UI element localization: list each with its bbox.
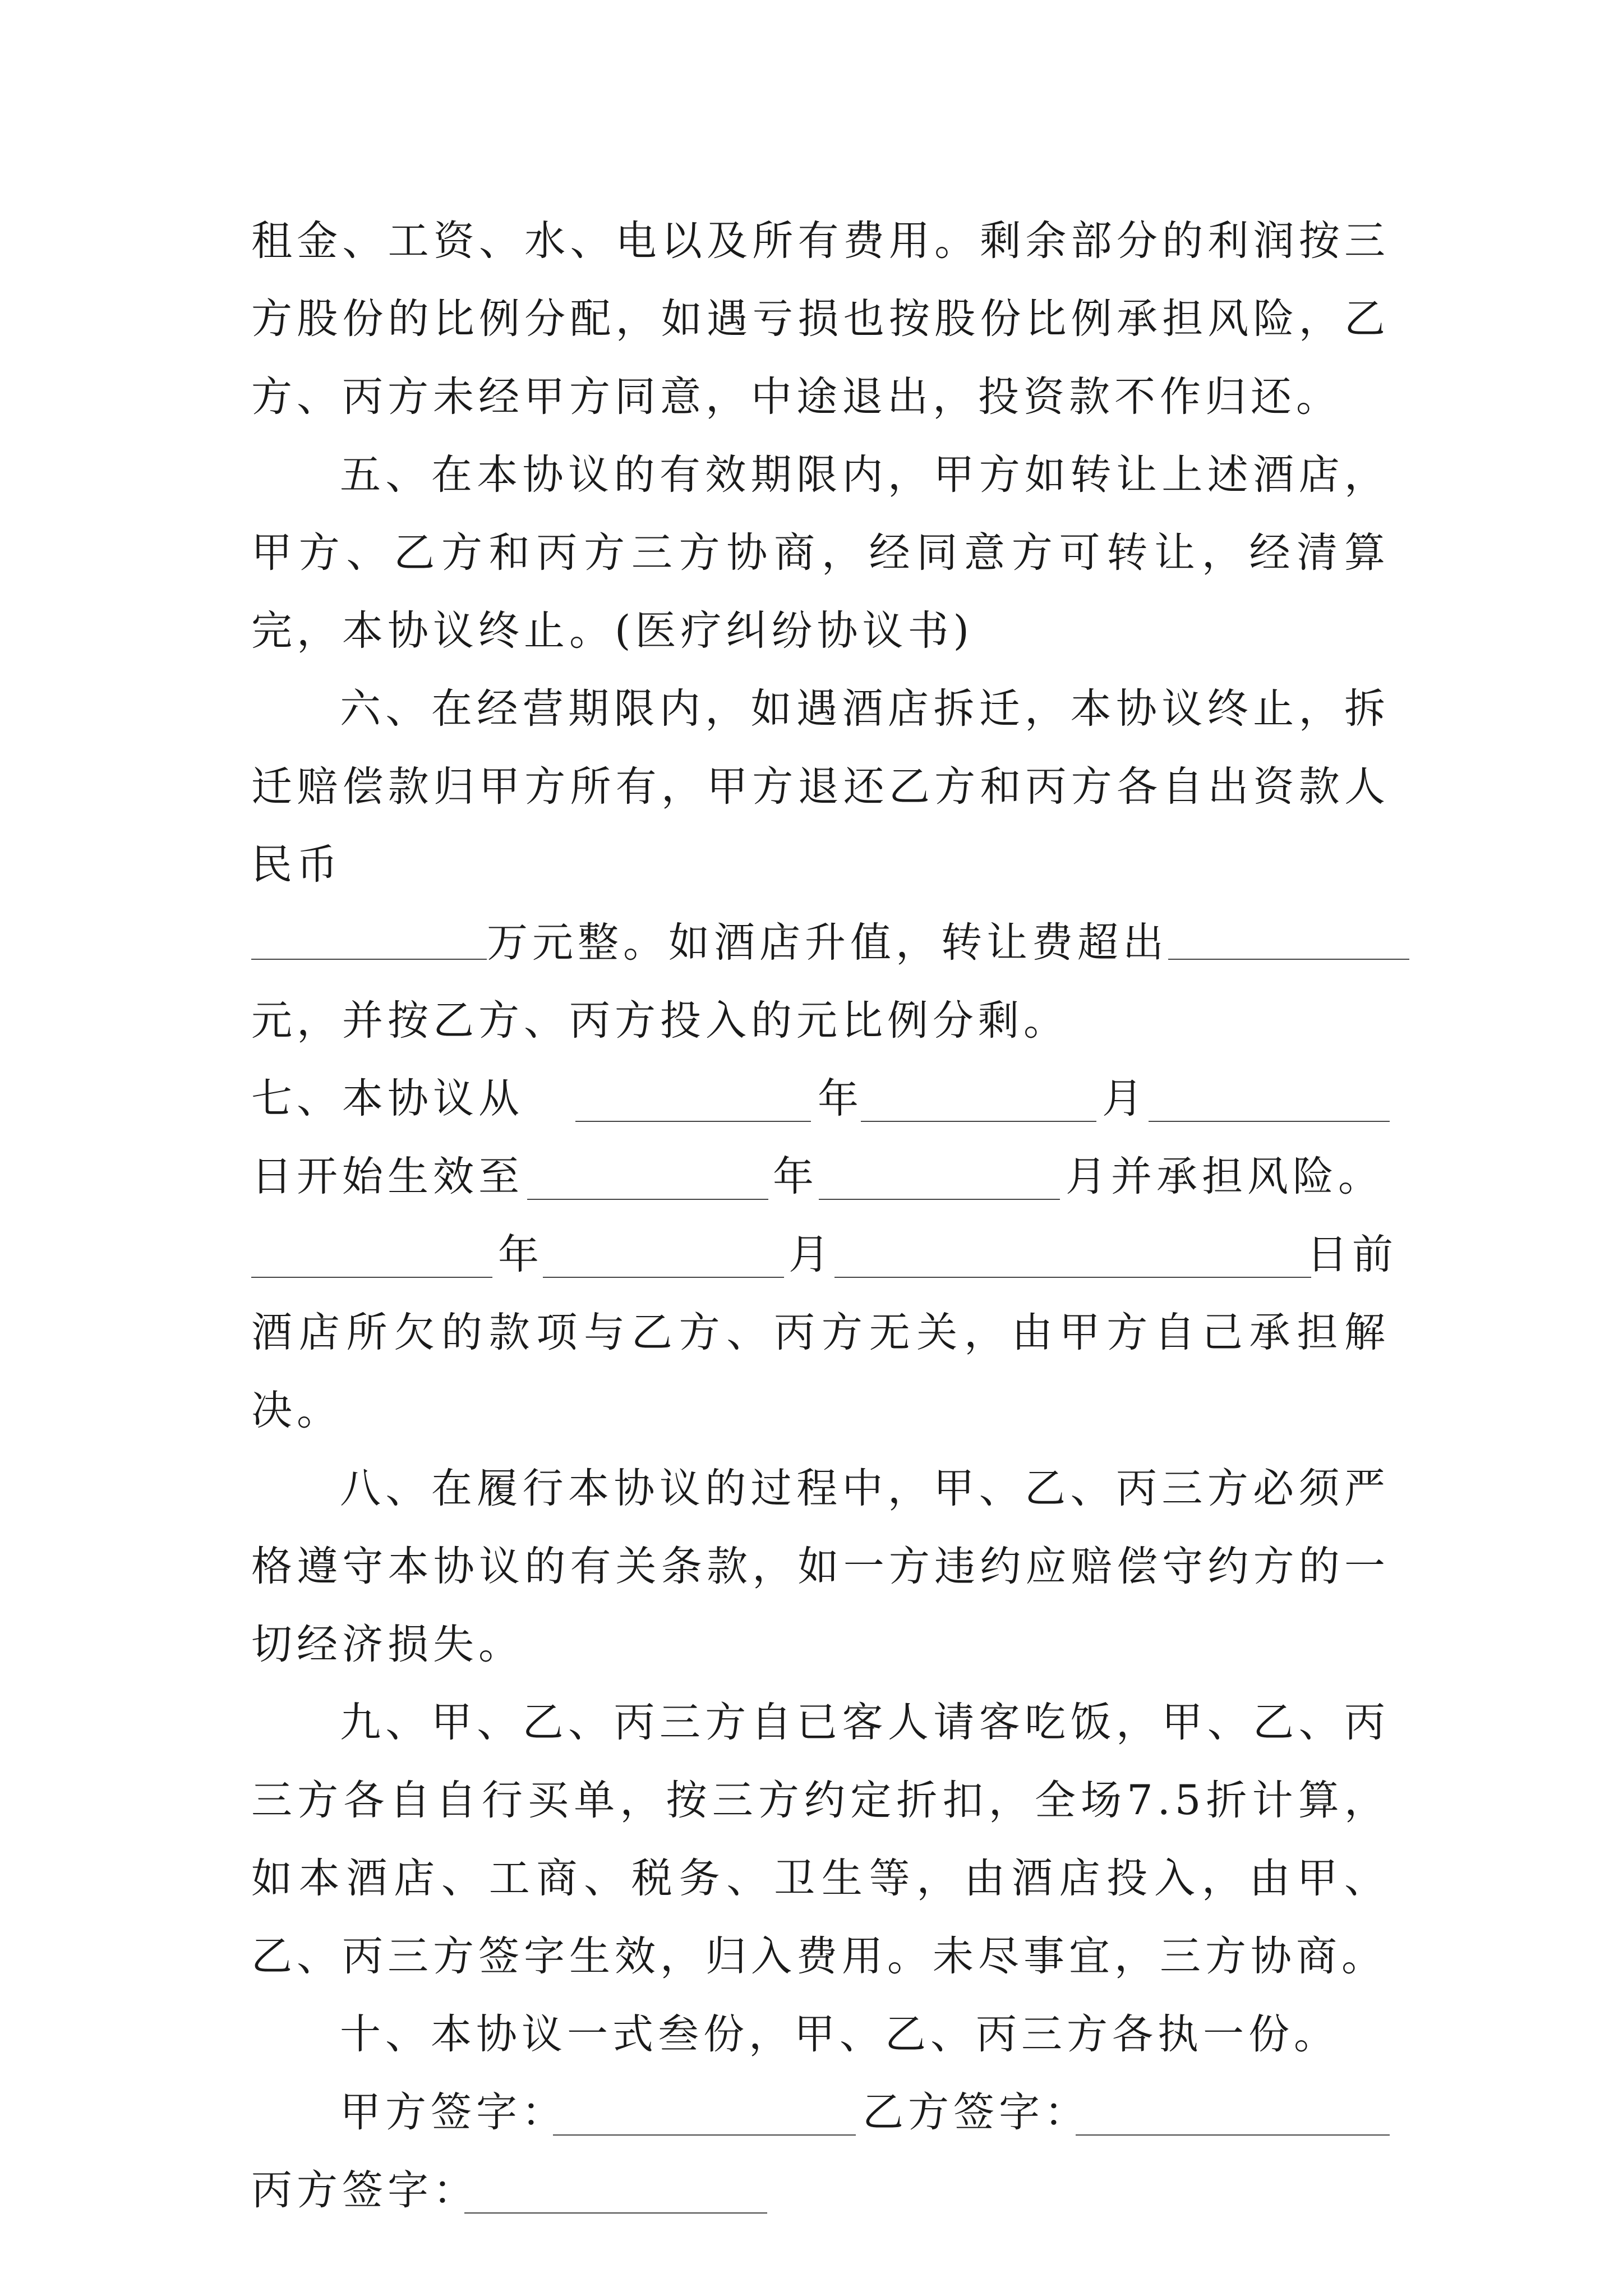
clause-7-start-label: 七、本协议从 [251, 1075, 524, 1122]
clause-6-amount-text: 万元整。如酒店升值，转让费超出 [487, 919, 1168, 967]
end-year-blank[interactable] [527, 1198, 768, 1200]
clause-7-effective-label: 日开始生效至 [251, 1153, 524, 1200]
start-month-blank[interactable] [861, 1120, 1096, 1122]
month-label: 月 [789, 1231, 834, 1278]
start-year-blank[interactable] [575, 1120, 811, 1122]
year-label: 年 [773, 1153, 818, 1200]
debt-month-blank[interactable] [543, 1276, 784, 1278]
year-label: 年 [818, 1075, 863, 1122]
clause-7-end: 酒店所欠的款项与乙方、丙方无关，由甲方自己承担解决。 [251, 1309, 1390, 1434]
clause-7-line-1 [251, 1060, 1390, 1138]
party-b-signature-blank[interactable] [1076, 2134, 1390, 2136]
end-month-blank[interactable] [819, 1198, 1060, 1200]
party-c-signature-blank[interactable] [464, 2212, 767, 2214]
clause-10: 十、本协议一式叁份，甲、乙、丙三方各执一份。 [340, 2010, 1339, 2058]
clause-6-text: 六、在经营期限内，如遇酒店拆迁，本协议终止，拆迁赔偿款归甲方所有，甲方退还乙方和丙方各自出资款人民币 [251, 685, 1390, 889]
start-day-blank[interactable] [1149, 1120, 1390, 1122]
debt-day-blank[interactable] [834, 1276, 1311, 1278]
clause-7-line-2 [251, 1138, 1390, 1216]
party-a-signature-blank[interactable] [553, 2134, 856, 2136]
signature-line-2 [251, 2151, 1390, 2229]
excess-fee-blank[interactable] [1168, 958, 1409, 960]
clause-5: 五、在本协议的有效期限内，甲方如转让上述酒店，甲方、乙方和丙方三方协商，经同意方可转让，经清算完，本协议终止。(医疗纠纷协议书) [251, 451, 1390, 655]
clause-8: 八、在履行本协议的过程中，甲、乙、丙三方必须严格遵守本协议的有关条款，如一方违约应赔偿守约方的一切经济损失。 [251, 1465, 1390, 1668]
month-label: 月 [1102, 1075, 1147, 1122]
signature-line-1 [251, 2073, 1390, 2151]
clause-6-end: 元，并按乙方、丙方投入的元比例分剩。 [251, 997, 1069, 1045]
clause-4-continuation: 租金、工资、水、电以及所有费用。剩余部分的利润按三方股份的比例分配，如遇亏损也按股份比例承担风险，乙方、丙方未经甲方同意，中途退出，投资款不作归还。 [251, 217, 1390, 421]
clause-6-blank-line [251, 904, 1390, 982]
clause-7-line-3 [251, 1216, 1398, 1294]
debt-year-blank[interactable] [251, 1276, 492, 1278]
party-a-signature-label: 甲方签字： [340, 2088, 567, 2136]
party-b-signature-label: 乙方签字： [863, 2088, 1090, 2136]
party-c-signature-label: 丙方签字： [251, 2166, 478, 2214]
clause-9: 九、甲、乙、丙三方自已客人请客吃饭，甲、乙、丙三方各自自行买单，按三方约定折扣，全场7.5折计算，如本酒店、工商、税务、卫生等，由酒店投入，由甲、乙、丙三方签字生效，归入费用。未尽事宜，三方协商。 [251, 1699, 1390, 1980]
day-before-label: 日前 [1307, 1231, 1398, 1278]
amount-blank[interactable] [251, 958, 487, 960]
year-label: 年 [498, 1231, 543, 1278]
document-page [251, 202, 1398, 2229]
clause-7-risk-text: 月并承担风险。 [1066, 1153, 1384, 1200]
